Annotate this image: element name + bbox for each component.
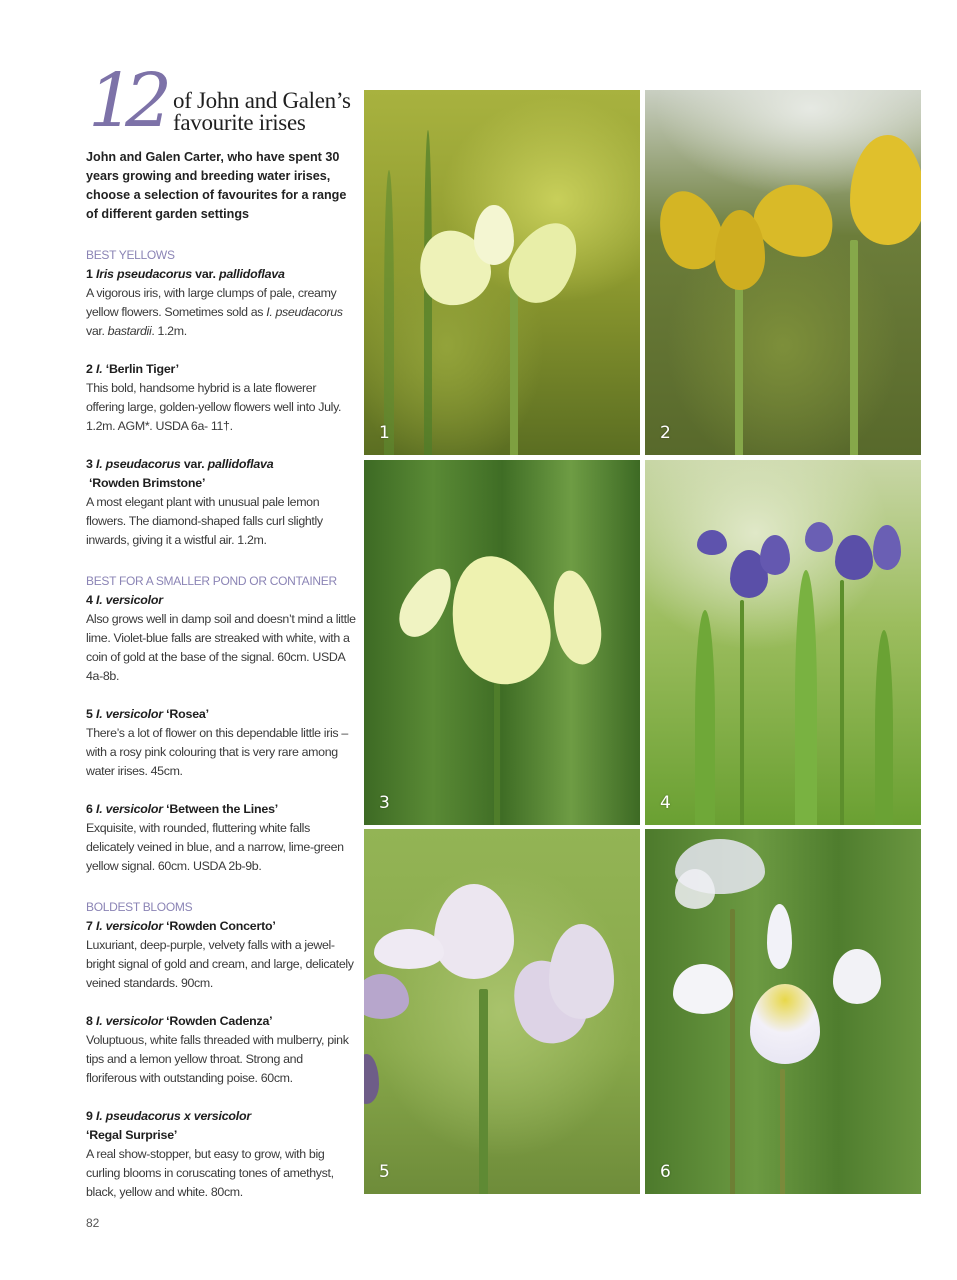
leaf-shape xyxy=(695,610,715,825)
photo-number: 2 xyxy=(660,423,671,443)
entry-title: 5 I. versicolor ‘Rosea’ xyxy=(86,707,209,721)
entry-title: 9 I. pseudacorus x versicolor xyxy=(86,1109,252,1123)
photo-1-pale-yellow-iris xyxy=(364,90,640,455)
photo-number: 5 xyxy=(379,1162,390,1182)
entry-body: Exquisite, with rounded, fluttering white falls delicately veined in blue, and a narrow, lime-green yellow signal. 60cm. USDA 2b-9b. xyxy=(86,821,344,873)
petal-shape xyxy=(673,964,733,1014)
petal-shape xyxy=(549,924,614,1019)
petal-shape xyxy=(835,535,873,580)
petal-shape xyxy=(675,869,715,909)
entry-body: A real show-stopper, but easy to grow, with big curling blooms in coruscating tones of amethyst, black, yellow and white. 80cm. xyxy=(86,1147,334,1199)
iris-entry-8 xyxy=(86,1012,356,1088)
petal-shape xyxy=(767,904,792,969)
stem-shape xyxy=(479,989,488,1194)
petal-shape xyxy=(364,1054,379,1104)
leaf-shape xyxy=(795,570,817,825)
photo-number: 3 xyxy=(379,793,390,813)
section-smaller-pond xyxy=(86,572,356,876)
stem-shape xyxy=(850,240,858,455)
entry-body: A vigorous iris, with large clumps of pale, creamy yellow flowers. Sometimes sold as I. pseudacorus var. bastardii. 1.2m. xyxy=(86,286,343,338)
iris-entry-6 xyxy=(86,800,356,876)
photo-number: 6 xyxy=(660,1162,671,1182)
iris-entry-3 xyxy=(86,455,356,550)
photo-6-white-veined-iris xyxy=(645,829,921,1194)
iris-entry-2 xyxy=(86,360,356,436)
petal-shape xyxy=(434,884,514,979)
entry-title: 6 I. versicolor ‘Between the Lines’ xyxy=(86,802,279,816)
entry-title-cultivar: ‘Rowden Brimstone’ xyxy=(89,476,206,490)
photo-number: 4 xyxy=(660,793,671,813)
page-number: 82 xyxy=(86,1216,100,1230)
iris-entry-1 xyxy=(86,265,356,341)
entry-body: Voluptuous, white falls threaded with mulberry, pink tips and a lemon yellow throat. Strong and floriferous with outstanding poise. 60cm. xyxy=(86,1033,349,1085)
stem-shape xyxy=(510,270,518,455)
petal-shape xyxy=(873,525,901,570)
synonym-italic-2: bastardii xyxy=(107,324,152,338)
photo-number: 1 xyxy=(379,423,390,443)
photo-2-golden-yellow-iris xyxy=(645,90,921,455)
petal-shape xyxy=(474,205,514,265)
section-label: BEST FOR A SMALLER POND OR CONTAINER xyxy=(86,574,337,588)
entry-title: 3 I. pseudacorus var. pallidoflava xyxy=(86,457,274,471)
entry-body: Also grows well in damp soil and doesn’t mind a little lime. Violet-blue falls are streaked with white, with a coin of gold at the base of the signal. 60cm. USDA 4a-8b. xyxy=(86,612,356,683)
entry-title-cultivar: ‘Regal Surprise’ xyxy=(86,1128,178,1142)
iris-entry-9 xyxy=(86,1107,356,1202)
entry-title: 4 I. versicolor xyxy=(86,593,163,607)
article-text-column xyxy=(86,58,356,1202)
petal-shape xyxy=(760,535,790,575)
petal-shape xyxy=(437,545,562,695)
section-label: BEST YELLOWS xyxy=(86,248,175,262)
stem-shape xyxy=(730,909,735,1194)
intro-paragraph: John and Galen Carter, who have spent 30 years growing and breeding water irises, choose a selection of favourites for a range of different garden settings xyxy=(86,150,347,221)
entry-body: There’s a lot of flower on this dependable little iris – with a rosy pink colouring that is very rare among water irises. 45cm. xyxy=(86,726,348,778)
entry-title: 7 I. versicolor ‘Rowden Concerto’ xyxy=(86,919,276,933)
stem-shape xyxy=(735,270,743,455)
iris-entry-5 xyxy=(86,705,356,781)
photo-grid xyxy=(364,90,921,1194)
photo-5-pale-pink-iris xyxy=(364,829,640,1194)
petal-shape xyxy=(750,984,820,1064)
entry-title: 2 I. ‘Berlin Tiger’ xyxy=(86,362,179,376)
petal-shape xyxy=(805,522,833,552)
stem-shape xyxy=(780,1069,785,1194)
petal-shape xyxy=(697,530,727,555)
stem-shape xyxy=(494,660,500,825)
petal-shape xyxy=(364,974,409,1019)
petal-shape xyxy=(833,949,881,1004)
leaf-shape xyxy=(875,630,893,825)
photo-4-violet-irises xyxy=(645,460,921,825)
petal-shape xyxy=(546,567,607,668)
section-best-yellows xyxy=(86,246,356,550)
entry-body: A most elegant plant with unusual pale lemon flowers. The diamond-shaped falls curl slightly inwards, giving it a wistful air. 1.2m. xyxy=(86,495,323,547)
iris-entry-7 xyxy=(86,917,356,993)
headline-number: 12 xyxy=(88,58,163,144)
entry-title: 8 I. versicolor ‘Rowden Cadenza’ xyxy=(86,1014,273,1028)
stem-shape xyxy=(840,580,844,825)
petal-shape xyxy=(850,135,921,245)
headline xyxy=(86,58,356,144)
section-boldest-blooms xyxy=(86,898,356,1202)
photo-3-pale-lemon-iris xyxy=(364,460,640,825)
stem-shape xyxy=(740,600,744,825)
headline-title xyxy=(173,90,351,134)
petal-shape xyxy=(374,929,444,969)
headline-title-line-2: favourite irises xyxy=(173,110,306,135)
entry-title: 1 Iris pseudacorus var. pallidoflava xyxy=(86,267,285,281)
synonym-italic: I. pseudacorus xyxy=(266,305,343,319)
entry-body: Luxuriant, deep-purple, velvety falls with a jewel-bright signal of gold and cream, and large, delicately veined standards. 90cm. xyxy=(86,938,354,990)
iris-entry-4 xyxy=(86,591,356,686)
leaf-shape xyxy=(384,170,394,455)
entry-body: This bold, handsome hybrid is a late flowerer offering large, golden-yellow flowers well into July. 1.2m. AGM*. USDA 6a- 11†. xyxy=(86,381,342,433)
section-label: BOLDEST BLOOMS xyxy=(86,900,193,914)
petal-shape xyxy=(390,560,462,645)
headline-title-line-1: of John and Galen’s xyxy=(173,88,351,113)
